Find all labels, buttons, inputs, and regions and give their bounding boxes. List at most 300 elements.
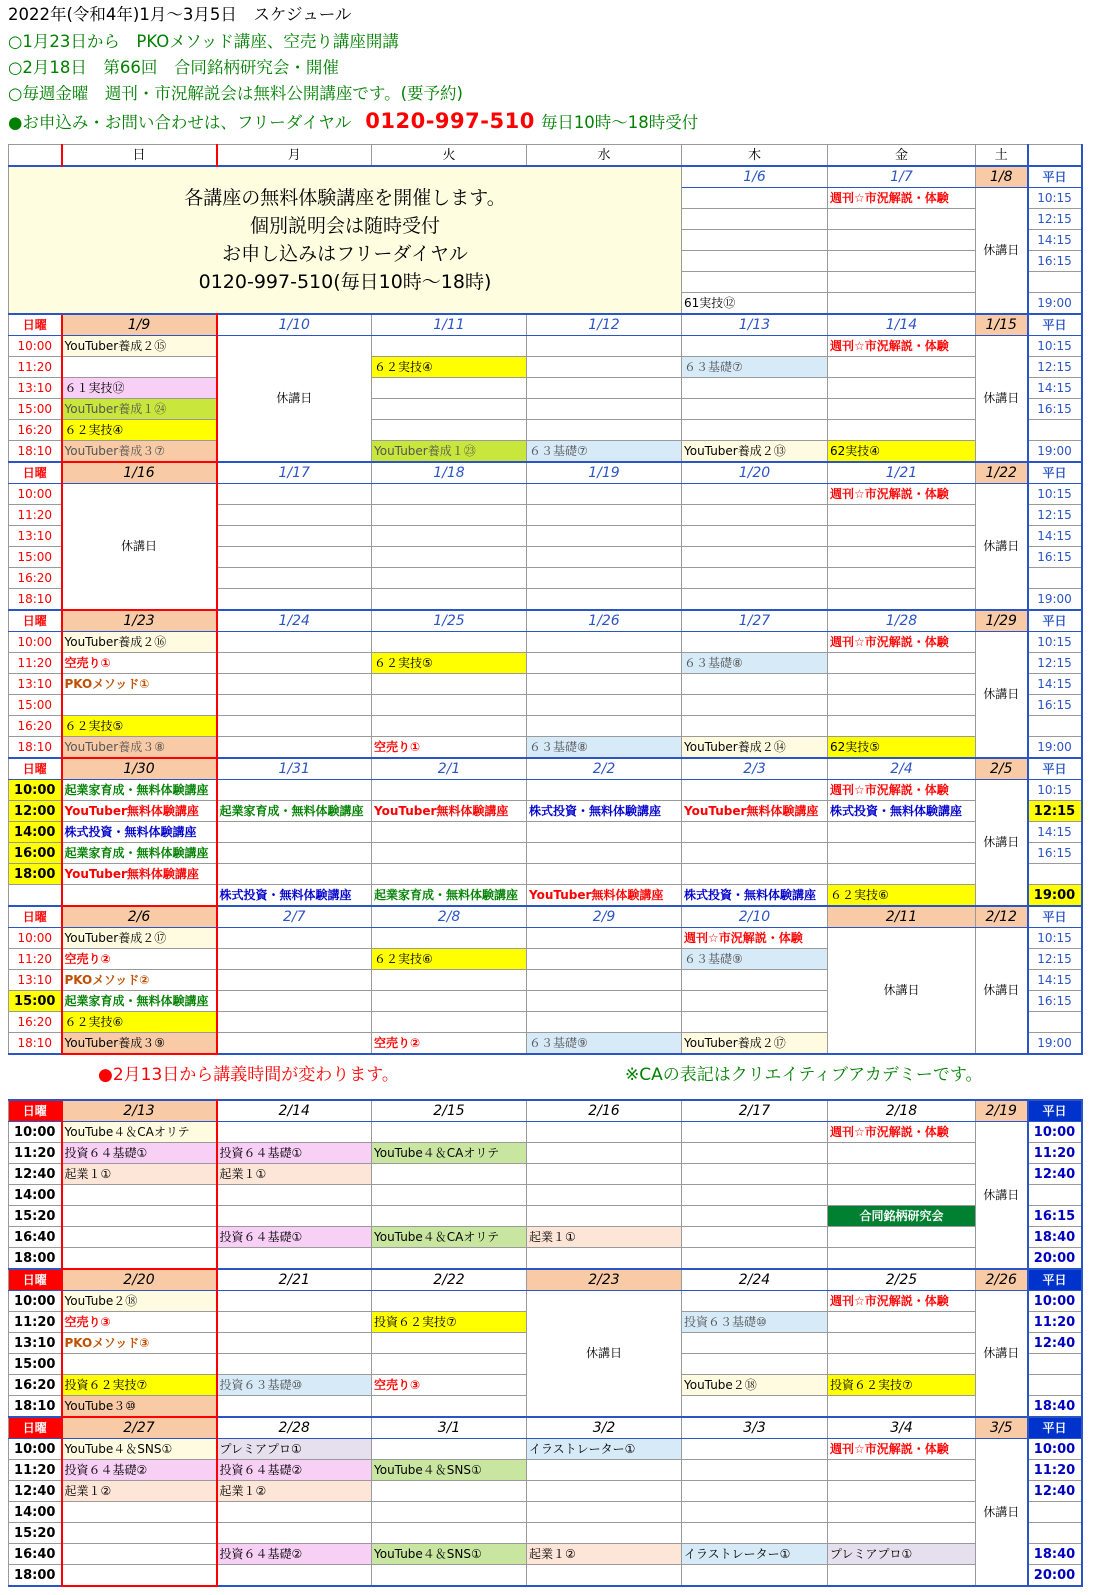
time-label: 10:00 [9, 780, 62, 801]
weekday-header-row [9, 145, 1082, 167]
event-cell [828, 293, 976, 315]
date-w8-3[interactable]: 2/23 [527, 1269, 682, 1291]
event-cell[interactable]: YouTube４＆SNS① [372, 1460, 527, 1481]
sunday-event[interactable]: ６２実技④ [62, 420, 217, 441]
event-cell[interactable]: ６３基礎⑨ [682, 949, 828, 970]
event-cell[interactable]: 61実技⑫ [682, 293, 828, 315]
event-cell [682, 822, 828, 843]
weekday-6: 土 [976, 145, 1028, 167]
time-label: 11:20 [9, 505, 62, 526]
event-cell[interactable]: YouTube４＆CAオリテ [372, 1143, 527, 1164]
event-cell [828, 1227, 976, 1248]
time-label: 10:00 [9, 484, 62, 505]
event-cell[interactable]: ６２実技⑤ [372, 653, 527, 674]
right-time: 12:15 [1028, 209, 1082, 230]
event-cell[interactable]: 週刊☆市況解説・体験 [682, 928, 828, 949]
date-w9-6[interactable]: 3/5 [976, 1417, 1028, 1439]
date-w9-5[interactable]: 3/4 [828, 1417, 976, 1439]
time-label: 15:00 [9, 695, 62, 716]
event-cell[interactable]: YouTube４＆SNS① [372, 1544, 527, 1565]
event-cell [828, 399, 976, 420]
event-cell[interactable]: ６２実技⑥ [372, 949, 527, 970]
week-header-w6 [9, 906, 1082, 928]
right-time: 10:00 [1028, 1439, 1082, 1460]
event-cell [682, 230, 828, 251]
event-cell [217, 589, 372, 611]
week-header-w7 [9, 1100, 1082, 1122]
time-label: 16:20 [9, 1375, 62, 1396]
event-cell [372, 843, 527, 864]
date-w9-3[interactable]: 3/2 [527, 1417, 682, 1439]
event-cell [372, 780, 527, 801]
date-w6-2[interactable]: 2/8 [372, 906, 527, 928]
sunday-event[interactable]: YouTuber養成２⑰ [62, 928, 217, 949]
date-w7-4[interactable]: 2/17 [682, 1100, 828, 1122]
sunday-event[interactable]: 投資６４基礎② [62, 1460, 217, 1481]
event-cell[interactable]: 投資６４基礎② [217, 1544, 372, 1565]
event-cell [372, 674, 527, 695]
event-cell[interactable]: 投資６２実技⑦ [828, 1375, 976, 1396]
event-cell [527, 484, 682, 505]
event-cell [527, 1565, 682, 1587]
right-time: 12:15 [1028, 505, 1082, 526]
date-w4-6[interactable]: 1/29 [976, 610, 1028, 632]
sunday-event[interactable]: 起業家育成・無料体験講座 [62, 780, 217, 801]
sunday-label: 日曜 [9, 906, 62, 928]
time-label: 13:10 [9, 1333, 62, 1354]
event-cell [828, 695, 976, 716]
right-time: 16:15 [1028, 991, 1082, 1012]
event-cell [217, 1354, 372, 1375]
event-cell[interactable]: 合同銘柄研究会 [828, 1206, 976, 1227]
event-cell [372, 991, 527, 1012]
event-cell[interactable]: 週刊☆市況解説・体験 [828, 780, 976, 801]
event-cell [372, 1502, 527, 1523]
sunday-event[interactable]: 起業家育成・無料体験講座 [62, 991, 217, 1012]
event-cell [828, 1354, 976, 1375]
time-label: 11:20 [9, 949, 62, 970]
event-cell[interactable]: 株式投資・無料体験講座 [527, 801, 682, 822]
date-w4-0[interactable]: 1/23 [62, 610, 217, 632]
date-w6-3[interactable]: 2/9 [527, 906, 682, 928]
sunday-event[interactable]: PKOメソッド② [62, 970, 217, 991]
event-cell [217, 547, 372, 568]
event-cell[interactable]: 投資６４基礎② [217, 1460, 372, 1481]
sunday-event [62, 1185, 217, 1206]
time-label: 13:10 [9, 674, 62, 695]
time-label: 12:40 [9, 1164, 62, 1185]
right-time: 19:00 [1028, 441, 1082, 463]
event-cell [682, 526, 828, 547]
event-cell[interactable]: 起業１② [527, 1544, 682, 1565]
week-header-w3 [9, 462, 1082, 484]
time-label: 15:00 [9, 1354, 62, 1375]
event-cell[interactable]: 投資６２実技⑦ [372, 1312, 527, 1333]
right-time: 19:00 [1028, 293, 1082, 315]
right-time: 12:15 [1028, 357, 1082, 378]
right-time: 14:15 [1028, 230, 1082, 251]
event-cell[interactable]: 投資６３基礎⑩ [217, 1375, 372, 1396]
event-cell [828, 1312, 976, 1333]
event-cell [682, 1333, 828, 1354]
sunday-event[interactable]: 起業１② [62, 1481, 217, 1502]
date-w5-4[interactable]: 2/3 [682, 758, 828, 780]
week-header-w2 [9, 314, 1082, 336]
date-w5-5[interactable]: 2/4 [828, 758, 976, 780]
right-time: 11:20 [1028, 1460, 1082, 1481]
date-w8-0[interactable]: 2/20 [62, 1269, 217, 1291]
date-w4-4[interactable]: 1/27 [682, 610, 828, 632]
event-cell[interactable]: 株式投資・無料体験講座 [682, 885, 828, 907]
event-cell[interactable]: YouTuber養成２⑭ [682, 737, 828, 759]
event-cell[interactable]: イラストレーター① [527, 1439, 682, 1460]
phone-number[interactable]: 0120-997-510 [365, 109, 535, 133]
right-time [1028, 272, 1082, 293]
event-cell [217, 949, 372, 970]
date-w8-2[interactable]: 2/22 [372, 1269, 527, 1291]
event-cell[interactable]: 株式投資・無料体験講座 [217, 885, 372, 907]
sunday-label: 日曜 [9, 1100, 62, 1122]
event-cell[interactable]: 週刊☆市況解説・体験 [828, 1291, 976, 1312]
sunday-event[interactable]: 起業１① [62, 1164, 217, 1185]
date-w2-6[interactable]: 1/15 [976, 314, 1028, 336]
event-cell[interactable]: ６３基礎⑦ [527, 441, 682, 463]
sunday-event[interactable]: YouTuber養成２⑮ [62, 336, 217, 357]
date-w2-2[interactable]: 1/11 [372, 314, 527, 336]
date-w6-4[interactable]: 2/10 [682, 906, 828, 928]
date-w5-6[interactable]: 2/5 [976, 758, 1028, 780]
time-label: 14:00 [9, 822, 62, 843]
event-cell[interactable]: 62実技④ [828, 441, 976, 463]
weekday-label: 平日 [1028, 462, 1082, 484]
holiday-cell: 休講日 [976, 780, 1028, 907]
ca-note: ※CAの表記はクリエイティブアカデミーです。 [625, 1065, 983, 1085]
week-header-w5 [9, 758, 1082, 780]
right-time: 19:00 [1028, 885, 1082, 907]
event-cell[interactable]: 投資６３基礎⑩ [682, 1312, 828, 1333]
date-w6-0[interactable]: 2/6 [62, 906, 217, 928]
event-cell [527, 1185, 682, 1206]
event-cell[interactable]: 62実技⑤ [828, 737, 976, 759]
date-w6-5[interactable]: 2/11 [828, 906, 976, 928]
event-cell [217, 484, 372, 505]
date-w2-3[interactable]: 1/12 [527, 314, 682, 336]
sunday-label: 日曜 [9, 1269, 62, 1291]
event-cell[interactable]: 週刊☆市況解説・体験 [828, 484, 976, 505]
event-cell[interactable]: ６３基礎⑦ [682, 357, 828, 378]
event-cell[interactable]: ６３基礎⑨ [527, 1033, 682, 1055]
right-time: 19:00 [1028, 589, 1082, 611]
holiday-cell: 休講日 [976, 928, 1028, 1055]
right-time [1028, 1523, 1082, 1544]
event-cell[interactable]: 起業１① [527, 1227, 682, 1248]
sunday-event [62, 1206, 217, 1227]
event-cell [527, 1012, 682, 1033]
event-cell[interactable]: 起業家育成・無料体験講座 [217, 801, 372, 822]
date-w8-6[interactable]: 2/26 [976, 1269, 1028, 1291]
event-cell[interactable]: YouTuber無料体験講座 [682, 801, 828, 822]
date-w3-3[interactable]: 1/19 [527, 462, 682, 484]
event-cell [527, 695, 682, 716]
event-cell [527, 378, 682, 399]
sunday-event[interactable]: 投資６４基礎① [62, 1143, 217, 1164]
sunday-event[interactable]: YouTuber養成３⑧ [62, 737, 217, 759]
date-w3-5[interactable]: 1/21 [828, 462, 976, 484]
date-w8-5[interactable]: 2/25 [828, 1269, 976, 1291]
event-cell[interactable]: ６２実技④ [372, 357, 527, 378]
date-w9-1[interactable]: 2/28 [217, 1417, 372, 1439]
event-cell [682, 843, 828, 864]
sunday-event[interactable]: YouTube３⑩ [62, 1396, 217, 1418]
event-cell [682, 1143, 828, 1164]
sunday-event[interactable]: YouTuber無料体験講座 [62, 801, 217, 822]
sunday-event [62, 1502, 217, 1523]
date-w4-5[interactable]: 1/28 [828, 610, 976, 632]
weekday-0: 日 [62, 145, 217, 167]
sunday-event[interactable]: YouTuber養成３⑨ [62, 1033, 217, 1055]
event-cell[interactable]: ６３基礎⑧ [527, 737, 682, 759]
sunday-event [62, 1248, 217, 1270]
event-cell [217, 780, 372, 801]
date-w2-5[interactable]: 1/14 [828, 314, 976, 336]
weekday-label: 平日 [1028, 906, 1082, 928]
info-line: お申し込みはフリーダイヤル [222, 243, 468, 265]
date-w1-5[interactable]: 1/7 [828, 166, 976, 188]
event-cell[interactable]: イラストレーター① [682, 1544, 828, 1565]
event-cell[interactable]: YouTuber無料体験講座 [527, 885, 682, 907]
date-w2-4[interactable]: 1/13 [682, 314, 828, 336]
sunday-event[interactable]: YouTuber養成３⑦ [62, 441, 217, 463]
event-cell [682, 1122, 828, 1143]
event-cell [828, 674, 976, 695]
event-cell[interactable]: 起業１① [217, 1164, 372, 1185]
event-cell[interactable]: YouTube２⑱ [682, 1375, 828, 1396]
event-cell [828, 505, 976, 526]
right-time: 10:15 [1028, 336, 1082, 357]
event-cell [217, 1033, 372, 1055]
right-time: 12:15 [1028, 949, 1082, 970]
sunday-event[interactable]: 株式投資・無料体験講座 [62, 822, 217, 843]
sunday-event[interactable]: 空売り② [62, 949, 217, 970]
event-cell [217, 822, 372, 843]
date-w8-4[interactable]: 2/24 [682, 1269, 828, 1291]
sunday-event[interactable]: ６２実技⑤ [62, 716, 217, 737]
event-cell[interactable]: YouTuber養成２⑰ [682, 1033, 828, 1055]
date-w7-6[interactable]: 2/19 [976, 1100, 1028, 1122]
event-cell [217, 1291, 372, 1312]
event-cell [682, 505, 828, 526]
schedule-title: 2022年(令和4年)1月～3月5日 スケジュール [8, 5, 352, 24]
contact-line [8, 110, 698, 134]
right-time: 14:15 [1028, 674, 1082, 695]
sunday-event[interactable]: YouTuber無料体験講座 [62, 864, 217, 885]
event-cell [682, 1227, 828, 1248]
event-cell [372, 568, 527, 589]
event-cell [682, 864, 828, 885]
week-header-w8 [9, 1269, 1082, 1291]
event-cell [527, 420, 682, 441]
date-w7-1[interactable]: 2/14 [217, 1100, 372, 1122]
date-w4-3[interactable]: 1/26 [527, 610, 682, 632]
sunday-event [62, 1227, 217, 1248]
event-cell[interactable]: 投資６４基礎① [217, 1227, 372, 1248]
event-cell [372, 716, 527, 737]
date-w6-1[interactable]: 2/7 [217, 906, 372, 928]
date-w7-2[interactable]: 2/15 [372, 1100, 527, 1122]
time-label: 18:10 [9, 737, 62, 759]
sunday-event[interactable]: 空売り③ [62, 1312, 217, 1333]
event-cell[interactable]: ６２実技⑥ [828, 885, 976, 907]
event-cell [682, 420, 828, 441]
event-cell[interactable]: 週刊☆市況解説・体験 [828, 1439, 976, 1460]
sunday-event[interactable]: 空売り① [62, 653, 217, 674]
event-cell [682, 1439, 828, 1460]
event-cell [828, 653, 976, 674]
event-cell [372, 1164, 527, 1185]
date-w5-1[interactable]: 1/31 [217, 758, 372, 780]
event-cell[interactable]: 週刊☆市況解説・体験 [828, 336, 976, 357]
event-cell [217, 1122, 372, 1143]
date-w7-3[interactable]: 2/16 [527, 1100, 682, 1122]
date-w3-6[interactable]: 1/22 [976, 462, 1028, 484]
weekday-1: 月 [217, 145, 372, 167]
event-cell[interactable]: 空売り② [372, 1033, 527, 1055]
event-cell [527, 653, 682, 674]
event-cell[interactable]: 週刊☆市況解説・体験 [828, 1122, 976, 1143]
weekday-label: 平日 [1028, 758, 1082, 780]
date-w5-3[interactable]: 2/2 [527, 758, 682, 780]
event-cell [372, 1565, 527, 1587]
contact-suffix: 毎日10時～18時受付 [540, 113, 699, 132]
event-cell[interactable]: 起業家育成・無料体験講座 [372, 885, 527, 907]
right-time [1028, 1185, 1082, 1206]
event-cell [217, 1396, 372, 1418]
date-w8-1[interactable]: 2/21 [217, 1269, 372, 1291]
info-line: 0120-997-510(毎日10時～18時) [198, 271, 492, 293]
date-w5-0[interactable]: 1/30 [62, 758, 217, 780]
sunday-event[interactable]: YouTube２⑱ [62, 1291, 217, 1312]
date-w1-4[interactable]: 1/6 [682, 166, 828, 188]
sunday-event[interactable]: ６２実技⑥ [62, 1012, 217, 1033]
holiday-cell: 休講日 [976, 188, 1028, 315]
sunday-event[interactable]: ６１実技⑫ [62, 378, 217, 399]
event-cell [682, 589, 828, 611]
event-cell [828, 1333, 976, 1354]
date-w7-5[interactable]: 2/18 [828, 1100, 976, 1122]
event-cell [682, 336, 828, 357]
date-w7-0[interactable]: 2/13 [62, 1100, 217, 1122]
event-cell[interactable]: 週刊☆市況解説・体験 [828, 632, 976, 653]
event-cell [527, 970, 682, 991]
event-cell [682, 568, 828, 589]
event-cell [828, 1565, 976, 1587]
event-cell [217, 1312, 372, 1333]
date-w9-4[interactable]: 3/3 [682, 1417, 828, 1439]
event-cell [527, 1164, 682, 1185]
event-cell[interactable]: 空売り① [372, 737, 527, 759]
holiday-cell: 休講日 [976, 1439, 1028, 1587]
sunday-event[interactable]: YouTube４＆SNS① [62, 1439, 217, 1460]
sunday-event[interactable]: YouTuber養成１㉔ [62, 399, 217, 420]
event-cell [527, 1122, 682, 1143]
right-time: 14:15 [1028, 970, 1082, 991]
time-label [9, 885, 62, 907]
time-label: 15:20 [9, 1523, 62, 1544]
time-label: 10:00 [9, 632, 62, 653]
date-w9-2[interactable]: 3/1 [372, 1417, 527, 1439]
event-cell[interactable]: 株式投資・無料体験講座 [828, 801, 976, 822]
announcement-line-1: ○1月23日から PKOメソッド講座、空売り講座開講 [8, 32, 399, 51]
event-cell[interactable]: YouTuber養成１㉓ [372, 441, 527, 463]
event-cell[interactable]: プレミアプロ① [828, 1544, 976, 1565]
event-cell [527, 716, 682, 737]
event-cell[interactable]: プレミアプロ① [217, 1439, 372, 1460]
event-cell [828, 251, 976, 272]
event-cell [217, 1565, 372, 1587]
event-cell [527, 864, 682, 885]
event-cell[interactable]: 起業１② [217, 1481, 372, 1502]
right-time: 14:15 [1028, 378, 1082, 399]
sunday-event[interactable]: 投資６２実技⑦ [62, 1375, 217, 1396]
holiday-cell: 休講日 [976, 336, 1028, 463]
event-cell[interactable]: ６３基礎⑧ [682, 653, 828, 674]
event-cell [682, 547, 828, 568]
date-w4-1[interactable]: 1/24 [217, 610, 372, 632]
right-time [1028, 1012, 1082, 1033]
event-cell [527, 674, 682, 695]
sunday-event[interactable]: YouTube４＆CAオリテ [62, 1122, 217, 1143]
right-time: 14:15 [1028, 526, 1082, 547]
event-cell[interactable]: 週刊☆市況解説・体験 [828, 188, 976, 209]
date-w6-6[interactable]: 2/12 [976, 906, 1028, 928]
event-cell [828, 864, 976, 885]
event-cell [828, 716, 976, 737]
date-w2-1[interactable]: 1/10 [217, 314, 372, 336]
event-cell [372, 1523, 527, 1544]
weekday-label: 平日 [1028, 610, 1082, 632]
week-header-w9 [9, 1417, 1082, 1439]
weekday-5: 金 [828, 145, 976, 167]
sunday-event[interactable]: 起業家育成・無料体験講座 [62, 843, 217, 864]
date-w1-6[interactable]: 1/8 [976, 166, 1028, 188]
event-cell[interactable]: YouTube４＆CAオリテ [372, 1227, 527, 1248]
sunday-event[interactable]: YouTuber養成２⑯ [62, 632, 217, 653]
time-label: 11:20 [9, 1143, 62, 1164]
event-cell[interactable]: 投資６４基礎① [217, 1143, 372, 1164]
event-cell[interactable]: YouTuber養成２⑬ [682, 441, 828, 463]
time-label: 13:10 [9, 378, 62, 399]
event-cell [527, 822, 682, 843]
right-time: 12:40 [1028, 1481, 1082, 1502]
date-w3-2[interactable]: 1/18 [372, 462, 527, 484]
sunday-event[interactable]: PKOメソッド③ [62, 1333, 217, 1354]
date-w3-1[interactable]: 1/17 [217, 462, 372, 484]
date-w4-2[interactable]: 1/25 [372, 610, 527, 632]
holiday-cell: 休講日 [976, 632, 1028, 759]
date-w3-0[interactable]: 1/16 [62, 462, 217, 484]
event-cell [217, 1248, 372, 1270]
date-w2-0[interactable]: 1/9 [62, 314, 217, 336]
date-w3-4[interactable]: 1/20 [682, 462, 828, 484]
info-line: 個別説明会は随時受付 [249, 215, 440, 237]
event-cell [372, 1122, 527, 1143]
event-cell[interactable]: YouTuber無料体験講座 [372, 801, 527, 822]
date-w5-2[interactable]: 2/1 [372, 758, 527, 780]
sunday-event[interactable]: PKOメソッド① [62, 674, 217, 695]
event-cell [828, 1523, 976, 1544]
event-cell[interactable]: 空売り③ [372, 1375, 527, 1396]
date-w9-0[interactable]: 2/27 [62, 1417, 217, 1439]
